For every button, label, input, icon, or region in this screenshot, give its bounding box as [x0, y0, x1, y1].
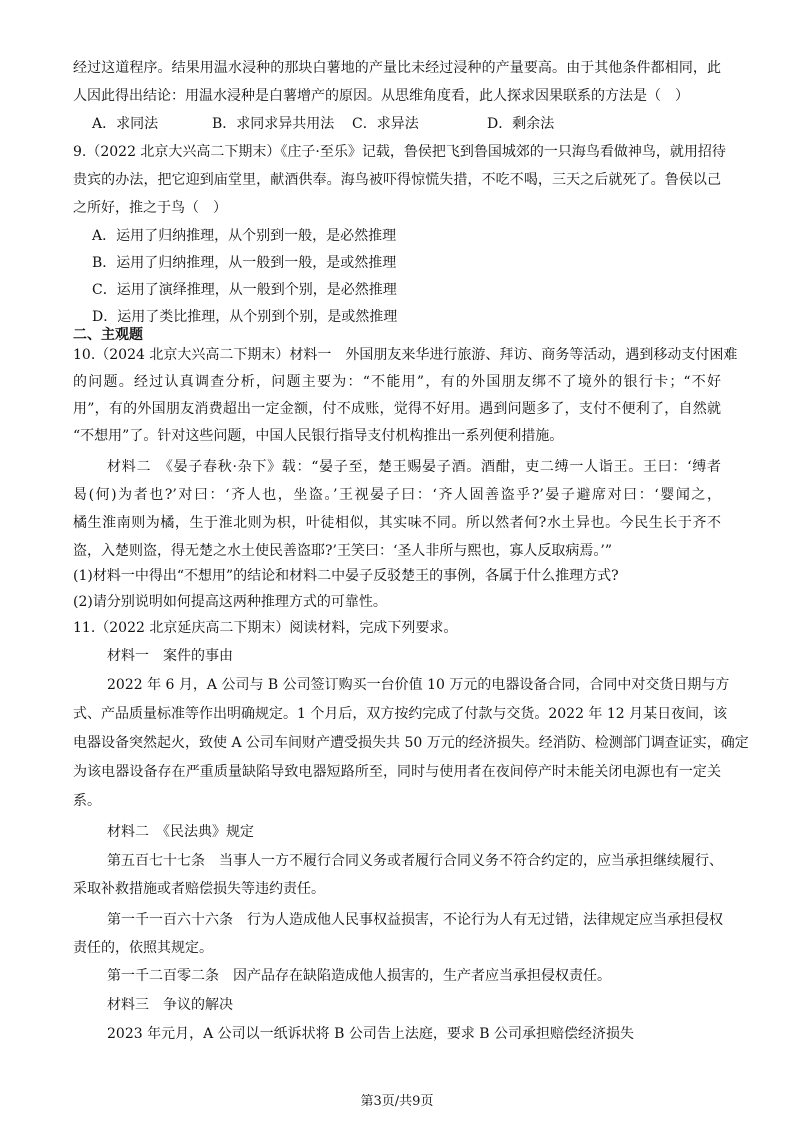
- q8-option-d: D．剩余法: [487, 116, 555, 132]
- q9-option-c: C．运用了演绎推理，从一般到个别，是必然推理: [92, 282, 397, 298]
- q11-art1166-line-2: 责任的，依照其规定。: [73, 940, 213, 956]
- q8-option-c: C．求异法: [352, 116, 419, 132]
- q11-m1-title: 材料一 案件的事由: [107, 648, 233, 664]
- q11-m2-title: 材料二 《民法典》规定: [107, 824, 254, 840]
- q10-m1-line-1: 10.（2024 北京大兴高二下期末）材料一 外国朋友来华进行旅游、拜访、商务等活动，遇到移动支付困难: [73, 347, 738, 363]
- q10-m2-line-2: 曷(何)为者也?’对曰：‘齐人也，坐盗。’王视晏子曰：‘齐人固善盗乎?’晏子避席对曰：‘婴闻之，: [73, 487, 721, 503]
- q8-option-b: B．求同求异共用法: [212, 116, 335, 132]
- q10-m2-line-4: 盗，入楚则盗，得无楚之水土使民善盗耶?’王笑曰：‘圣人非所与熙也，寡人反取病焉。’”: [73, 543, 613, 559]
- q10-m1-line-2: 的问题。经过认真调查分析，问题主要为：“不能用”，有的外国朋友绑不了境外的银行卡；“不好: [73, 374, 721, 390]
- q9-line-2: 贵宾的办法，把它迎到庙堂里，献酒供奉。海鸟被吓得惊慌失措，不吃不喝，三天之后就死了。鲁侯以己: [73, 172, 721, 188]
- q9-option-d: D．运用了类比推理，从个别到个别，是或然推理: [92, 309, 398, 325]
- q9-option-a: A．运用了归纳推理，从个别到一般，是必然推理: [92, 228, 397, 244]
- q8-line-1: 经过这道程序。结果用温水浸种的那块白薯地的产量比未经过浸种的产量要高。由于其他条件都相同，此: [73, 60, 721, 76]
- q10-m1-line-4: “不想用”了。针对这些问题，中国人民银行指导支付机构推出一系列便利措施。: [73, 428, 564, 444]
- q9-line-1: 9.（2022 北京大兴高二下期末）《庄子·至乐》记载，鲁侯把飞到鲁国城郊的一只海鸟看做神鸟，就用招待: [73, 144, 726, 160]
- q11-m3-title: 材料三 争议的解决: [107, 997, 233, 1013]
- q10-m2-line-3: 橘生淮南则为橘，生于淮北则为枳，叶徒相似，其实味不同。所以然者何?水土异也。今民生长于齐不: [73, 515, 721, 531]
- q10-m2-line-1: 材料二 《晏子春秋·杂下》载：“晏子至，楚王赐晏子酒。酒酣，吏二缚一人诣王。王曰：‘缚者: [107, 459, 721, 475]
- q11-art577-line-2: 采取补救措施或者赔偿损失等违约责任。: [73, 881, 325, 897]
- q11-art577-line-1: 第五百七十七条 当事人一方不履行合同义务或者履行合同义务不符合约定的，应当承担继续履行、: [107, 853, 723, 869]
- q11-m1-line-1: 2022 年 6 月，A 公司与 B 公司签订购买一台价值 10 万元的电器设备合同，合同中对交货日期与方: [107, 677, 730, 693]
- q8-option-a: A．求同法: [92, 116, 159, 132]
- q11-m1-line-2: 式、产品质量标准等作出明确规定。1 个月后，双方按约完成了付款与交货。2022 年 12 月某日夜间，该: [73, 706, 728, 722]
- q9-option-b: B．运用了归纳推理，从一般到一般，是或然推理: [92, 255, 397, 271]
- q11-m1-line-3: 电器设备突然起火，致使 A 公司车间财产遭受损失共 50 万元的经济损失。经消防、检测部门调查证实，确定: [73, 735, 749, 751]
- page-number: 第3页/共9页: [360, 1094, 434, 1109]
- q11-art1166-line-1: 第一千一百六十六条 行为人造成他人民事权益损害，不论行为人有无过错，法律规定应当承担侵权: [107, 912, 723, 928]
- q11-art1202: 第一千二百零二条 因产品存在缺陷造成他人损害的，生产者应当承担侵权责任。: [107, 968, 611, 984]
- q10-m1-line-3: 用”，有的外国朋友消费超出一定金额，付不成账，觉得不好用。遇到问题多了，支付不便利了，自然就: [73, 401, 721, 417]
- q11-m3-line: 2023 年元月，A 公司以一纸诉状将 B 公司告上法庭，要求 B 公司承担赔偿经济损失: [107, 1026, 635, 1042]
- q11-m1-line-4: 为该电器设备存在严重质量缺陷导致电器短路所至，同时与使用者在夜间停产时未能关闭电源也有一定关: [73, 764, 721, 780]
- q9-line-3: 之所好，推之于鸟（ ）: [73, 200, 227, 216]
- q10-question-1: (1)材料一中得出“不想用”的结论和材料二中晏子反驳楚王的事例，各属于什么推理方式?: [73, 568, 619, 584]
- q11-m1-line-5: 系。: [73, 793, 101, 809]
- q8-options: [92, 114, 554, 134]
- q10-question-2: (2)请分别说明如何提高这两种推理方式的可靠性。: [73, 594, 387, 610]
- q8-line-2: 人因此得出结论：用温水浸种是白薯增产的原因。从思维角度看，此人探求因果联系的方法是（ ）: [73, 88, 689, 104]
- section-heading: 二、主观题: [73, 327, 143, 343]
- q11-intro: 11.（2022 北京延庆高二下期末）阅读材料，完成下列要求。: [73, 620, 458, 636]
